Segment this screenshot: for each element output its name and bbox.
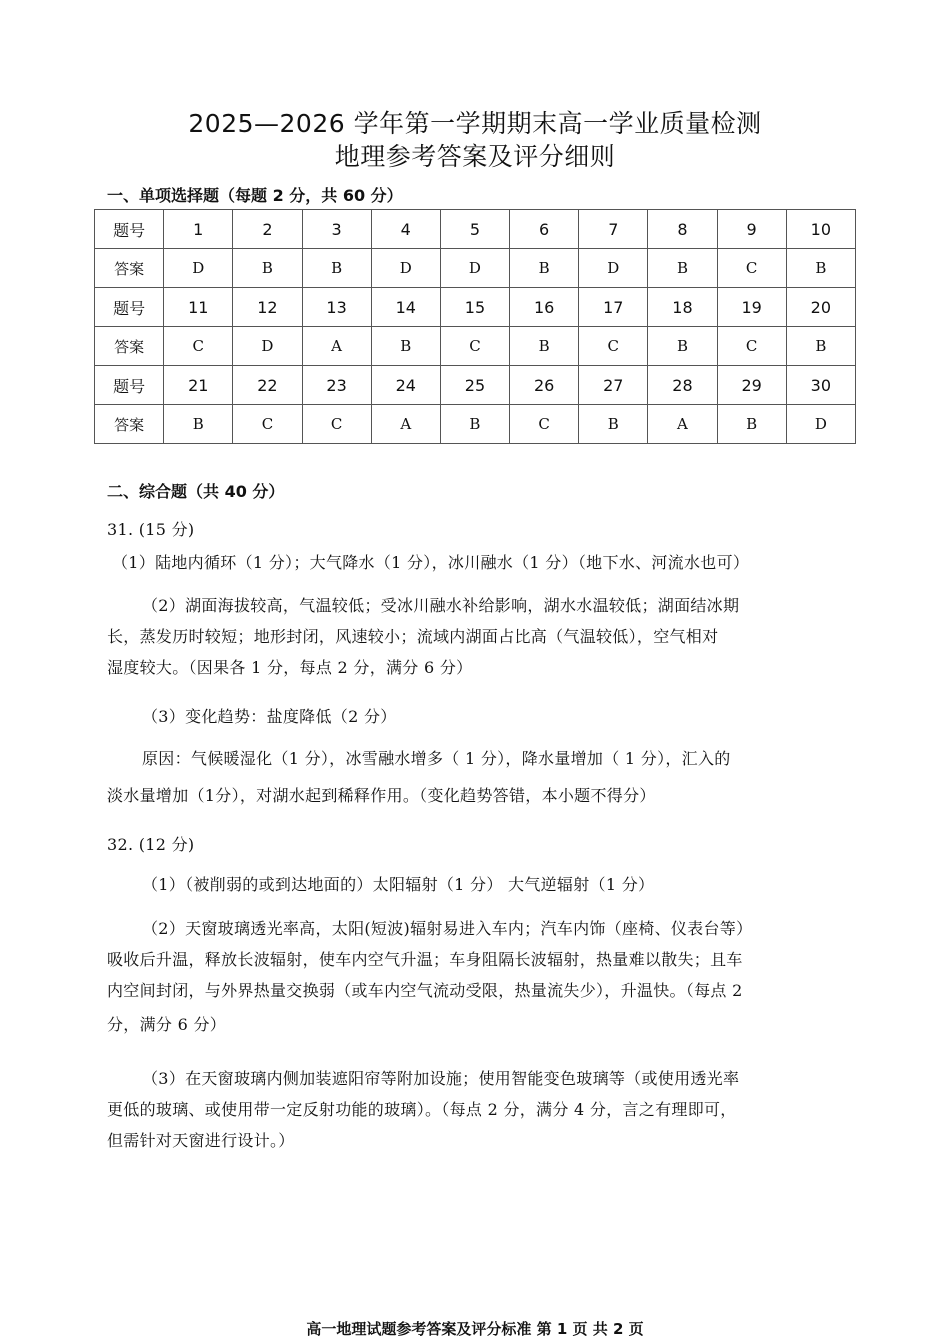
row-label-answer: 答案	[95, 327, 164, 366]
answer-cell: B	[440, 405, 509, 444]
q31-part1: （1）陆地内循环（1 分）；大气降水（1 分），冰川融水（1 分）（地下水、河流水也可）	[112, 553, 750, 572]
q31-part4-line2: 淡水量增加（1分），对湖水起到稀释作用。（变化趋势答错，本小题不得分）	[107, 786, 656, 805]
q31-heading: 31. (15 分)	[107, 520, 195, 539]
question-number-cell: 7	[579, 210, 648, 249]
question-number-cell: 28	[648, 366, 717, 405]
question-number-cell: 20	[786, 288, 855, 327]
answer-cell: B	[648, 249, 717, 288]
question-number-cell: 21	[164, 366, 233, 405]
question-number-cell: 29	[717, 366, 786, 405]
answer-cell: C	[164, 327, 233, 366]
row-label-number: 题号	[95, 210, 164, 249]
q32-part2-line2: 吸收后升温，释放长波辐射，使车内空气升温；车身阻隔长波辐射，热量难以散失；且车	[107, 950, 743, 969]
answer-cell: B	[233, 249, 302, 288]
answer-cell: B	[786, 249, 855, 288]
answer-cell: D	[786, 405, 855, 444]
section-1-title: 一、单项选择题（每题 2 分，共 60 分）	[107, 186, 403, 205]
question-number-cell: 13	[302, 288, 371, 327]
answer-cell: C	[717, 327, 786, 366]
question-number-cell: 2	[233, 210, 302, 249]
question-number-cell: 8	[648, 210, 717, 249]
table-row-numbers	[95, 288, 856, 327]
q32-part2-line4: 分，满分 6 分）	[107, 1015, 227, 1034]
q32-part3-line3: 但需针对天窗进行设计。）	[107, 1131, 295, 1150]
row-label-number: 题号	[95, 366, 164, 405]
question-number-cell: 1	[164, 210, 233, 249]
table-row-answers	[95, 249, 856, 288]
question-number-cell: 14	[371, 288, 440, 327]
answer-cell: D	[233, 327, 302, 366]
table-row-answers	[95, 405, 856, 444]
question-number-cell: 12	[233, 288, 302, 327]
question-number-cell: 4	[371, 210, 440, 249]
question-number-cell: 3	[302, 210, 371, 249]
answer-cell: C	[579, 327, 648, 366]
answer-cell: B	[371, 327, 440, 366]
row-label-answer: 答案	[95, 249, 164, 288]
answer-cell: C	[510, 405, 579, 444]
section-2-title: 二、综合题（共 40 分）	[107, 482, 285, 501]
question-number-cell: 25	[440, 366, 509, 405]
question-number-cell: 22	[233, 366, 302, 405]
question-number-cell: 26	[510, 366, 579, 405]
q32-part2-line3: 内空间封闭，与外界热量交换弱（或车内空气流动受限，热量流失少），升温快。（每点 2	[107, 981, 743, 1000]
answer-cell: B	[302, 249, 371, 288]
answer-cell: D	[164, 249, 233, 288]
question-number-cell: 6	[510, 210, 579, 249]
answer-cell: C	[302, 405, 371, 444]
answer-cell: D	[371, 249, 440, 288]
table-row-answers	[95, 327, 856, 366]
q32-part3-line2: 更低的玻璃、或使用带一定反射功能的玻璃）。（每点 2 分，满分 4 分，言之有理即可，	[107, 1100, 737, 1119]
q31-part3: （3）变化趋势：盐度降低（2 分）	[142, 707, 397, 726]
q31-part4-line1: 原因：气候暖湿化（1 分），冰雪融水增多（ 1 分），降水量增加（ 1 分），汇入的	[142, 749, 731, 768]
q31-part2-line1: （2）湖面海拔较高，气温较低；受冰川融水补给影响，湖水水温较低；湖面结冰期	[142, 596, 740, 615]
question-number-cell: 24	[371, 366, 440, 405]
question-number-cell: 16	[510, 288, 579, 327]
answer-cell: B	[510, 249, 579, 288]
answer-cell: B	[786, 327, 855, 366]
q32-heading: 32. (12 分)	[107, 835, 195, 854]
page-title-line-1: 2025—2026 学年第一学期期末高一学业质量检测	[188, 109, 762, 138]
table-row-numbers	[95, 210, 856, 249]
answer-cell: C	[717, 249, 786, 288]
question-number-cell: 11	[164, 288, 233, 327]
question-number-cell: 30	[786, 366, 855, 405]
answer-cell: B	[510, 327, 579, 366]
answer-cell: B	[164, 405, 233, 444]
q31-part2-line2: 长，蒸发历时较短；地形封闭，风速较小；流域内湖面占比高（气温较低），空气相对	[107, 627, 719, 646]
question-number-cell: 5	[440, 210, 509, 249]
answer-cell: B	[648, 327, 717, 366]
table-row-numbers	[95, 366, 856, 405]
question-number-cell: 18	[648, 288, 717, 327]
row-label-answer: 答案	[95, 405, 164, 444]
answer-cell: A	[648, 405, 717, 444]
q32-part1: （1）（被削弱的或到达地面的）太阳辐射（1 分） 大气逆辐射（1 分）	[142, 875, 655, 894]
question-number-cell: 9	[717, 210, 786, 249]
question-number-cell: 17	[579, 288, 648, 327]
answer-cell: B	[579, 405, 648, 444]
q31-part2-line3: 湿度较大。（因果各 1 分，每点 2 分，满分 6 分）	[107, 658, 473, 677]
answer-cell: C	[440, 327, 509, 366]
row-label-number: 题号	[95, 288, 164, 327]
q32-part3-line1: （3）在天窗玻璃内侧加装遮阳帘等附加设施；使用智能变色玻璃等（或使用透光率	[142, 1069, 740, 1088]
answer-table	[94, 209, 856, 444]
question-number-cell: 10	[786, 210, 855, 249]
answer-cell: A	[371, 405, 440, 444]
question-number-cell: 27	[579, 366, 648, 405]
question-number-cell: 19	[717, 288, 786, 327]
page-footer: 高一地理试题参考答案及评分标准 第 1 页 共 2 页	[306, 1320, 644, 1338]
q32-part2-line1: （2）天窗玻璃透光率高，太阳(短波)辐射易进入车内；汽车内饰（座椅、仪表台等）	[142, 919, 753, 938]
answer-cell: D	[440, 249, 509, 288]
page-title-line-2: 地理参考答案及评分细则	[334, 142, 616, 171]
answer-cell: B	[717, 405, 786, 444]
question-number-cell: 15	[440, 288, 509, 327]
answer-cell: A	[302, 327, 371, 366]
answer-cell: D	[579, 249, 648, 288]
answer-cell: C	[233, 405, 302, 444]
question-number-cell: 23	[302, 366, 371, 405]
